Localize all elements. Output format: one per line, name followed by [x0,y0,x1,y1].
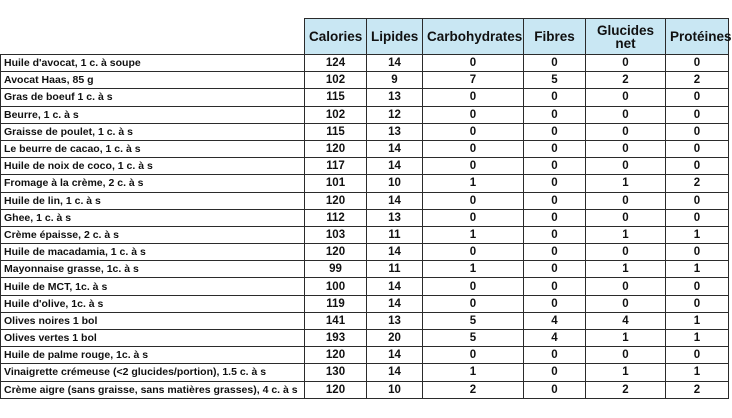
carbohydrates-cell: 1 [423,364,524,381]
fibres-cell: 0 [524,364,586,381]
fibres-cell: 0 [524,192,586,209]
table-row [1,192,729,209]
food-name-cell: Huile de MCT, 1c. à s [1,278,305,295]
food-name-cell: Graisse de poulet, 1 c. à s [1,123,305,140]
fibres-cell: 0 [524,244,586,261]
glucides-net-cell: 0 [586,106,666,123]
lipides-cell: 11 [367,226,423,243]
glucides-net-cell: 2 [586,381,666,398]
fibres-cell: 4 [524,312,586,329]
lipides-cell: 12 [367,106,423,123]
header-lipides: Lipides [367,19,423,55]
proteines-cell: 1 [666,330,729,347]
glucides-net-cell: 0 [586,192,666,209]
proteines-cell: 0 [666,158,729,175]
lipides-cell: 11 [367,261,423,278]
table-row [1,209,729,226]
fibres-cell: 0 [524,261,586,278]
glucides-net-cell: 0 [586,295,666,312]
carbohydrates-cell: 5 [423,330,524,347]
calories-cell: 120 [305,244,367,261]
glucides-net-cell: 1 [586,364,666,381]
glucides-net-cell: 0 [586,89,666,106]
table-row [1,140,729,157]
carbohydrates-cell: 7 [423,72,524,89]
lipides-cell: 20 [367,330,423,347]
table-row [1,106,729,123]
table-row [1,226,729,243]
calories-cell: 130 [305,364,367,381]
proteines-cell: 0 [666,140,729,157]
carbohydrates-cell: 0 [423,106,524,123]
fibres-cell: 5 [524,72,586,89]
glucides-net-cell: 1 [586,330,666,347]
lipides-cell: 10 [367,381,423,398]
proteines-cell: 0 [666,89,729,106]
lipides-cell: 13 [367,312,423,329]
glucides-net-cell: 1 [586,261,666,278]
food-name-cell: Huile d'olive, 1c. à s [1,295,305,312]
food-name-cell: Ghee, 1 c. à s [1,209,305,226]
food-name-cell: Le beurre de cacao, 1 c. à s [1,140,305,157]
calories-cell: 141 [305,312,367,329]
calories-cell: 193 [305,330,367,347]
table-row [1,55,729,72]
fibres-cell: 0 [524,209,586,226]
proteines-cell: 0 [666,278,729,295]
carbohydrates-cell: 1 [423,261,524,278]
lipides-cell: 14 [367,192,423,209]
food-name-cell: Olives vertes 1 bol [1,330,305,347]
table-row [1,158,729,175]
proteines-cell: 0 [666,244,729,261]
lipides-cell: 13 [367,123,423,140]
glucides-net-cell: 0 [586,55,666,72]
carbohydrates-cell: 0 [423,140,524,157]
fibres-cell: 0 [524,158,586,175]
calories-cell: 120 [305,347,367,364]
proteines-cell: 0 [666,123,729,140]
food-name-cell: Crème aigre (sans graisse, sans matières grasses), 4 c. à s [1,381,305,398]
calories-cell: 102 [305,72,367,89]
table-row [1,244,729,261]
table-row [1,347,729,364]
glucides-net-cell: 0 [586,140,666,157]
food-name-cell: Fromage à la crème, 2 c. à s [1,175,305,192]
carbohydrates-cell: 1 [423,226,524,243]
fibres-cell: 0 [524,295,586,312]
calories-cell: 120 [305,140,367,157]
carbohydrates-cell: 2 [423,381,524,398]
lipides-cell: 14 [367,140,423,157]
fibres-cell: 0 [524,89,586,106]
table-row [1,295,729,312]
calories-cell: 103 [305,226,367,243]
food-name-cell: Huile de lin, 1 c. à s [1,192,305,209]
table-row [1,381,729,398]
food-name-cell: Huile d'avocat, 1 c. à soupe [1,55,305,72]
proteines-cell: 1 [666,261,729,278]
lipides-cell: 14 [367,244,423,261]
carbohydrates-cell: 0 [423,192,524,209]
table-row [1,89,729,106]
glucides-net-cell: 0 [586,244,666,261]
fibres-cell: 0 [524,381,586,398]
carbohydrates-cell: 0 [423,123,524,140]
carbohydrates-cell: 0 [423,89,524,106]
glucides-net-cell: 4 [586,312,666,329]
calories-cell: 99 [305,261,367,278]
table-row [1,312,729,329]
table-row [1,330,729,347]
food-name-cell: Crème épaisse, 2 c. à s [1,226,305,243]
lipides-cell: 14 [367,347,423,364]
glucides-net-cell: 1 [586,175,666,192]
lipides-cell: 13 [367,89,423,106]
proteines-cell: 0 [666,295,729,312]
fibres-cell: 0 [524,226,586,243]
carbohydrates-cell: 0 [423,295,524,312]
header-row [1,19,729,55]
carbohydrates-cell: 0 [423,278,524,295]
lipides-cell: 14 [367,364,423,381]
lipides-cell: 14 [367,55,423,72]
proteines-cell: 1 [666,364,729,381]
glucides-net-cell: 2 [586,72,666,89]
table-row [1,278,729,295]
fibres-cell: 0 [524,106,586,123]
table-row [1,364,729,381]
calories-cell: 120 [305,381,367,398]
proteines-cell: 0 [666,347,729,364]
table-row [1,175,729,192]
carbohydrates-cell: 0 [423,347,524,364]
glucides-net-cell: 0 [586,123,666,140]
food-name-cell: Olives noires 1 bol [1,312,305,329]
calories-cell: 120 [305,192,367,209]
proteines-cell: 0 [666,192,729,209]
header-food-blank [1,19,305,55]
calories-cell: 102 [305,106,367,123]
glucides-net-cell: 0 [586,278,666,295]
header-carbohydrates: Carbohydrates [423,19,524,55]
calories-cell: 101 [305,175,367,192]
calories-cell: 124 [305,55,367,72]
calories-cell: 100 [305,278,367,295]
nutrition-table-container [0,18,732,399]
glucides-net-cell: 1 [586,226,666,243]
lipides-cell: 14 [367,278,423,295]
fibres-cell: 0 [524,123,586,140]
lipides-cell: 10 [367,175,423,192]
glucides-net-cell: 0 [586,158,666,175]
calories-cell: 112 [305,209,367,226]
lipides-cell: 9 [367,72,423,89]
carbohydrates-cell: 0 [423,244,524,261]
food-name-cell: Beurre, 1 c. à s [1,106,305,123]
food-name-cell: Mayonnaise grasse, 1c. à s [1,261,305,278]
food-name-cell: Vinaigrette crémeuse (<2 glucides/portion), 1.5 c. à s [1,364,305,381]
lipides-cell: 14 [367,295,423,312]
food-name-cell: Huile de palme rouge, 1c. à s [1,347,305,364]
carbohydrates-cell: 0 [423,55,524,72]
lipides-cell: 13 [367,209,423,226]
fibres-cell: 0 [524,347,586,364]
lipides-cell: 14 [367,158,423,175]
header-proteines: Protéines [666,19,729,55]
table-row [1,72,729,89]
proteines-cell: 2 [666,175,729,192]
calories-cell: 117 [305,158,367,175]
proteines-cell: 1 [666,312,729,329]
food-name-cell: Huile de noix de coco, 1 c. à s [1,158,305,175]
calories-cell: 119 [305,295,367,312]
food-name-cell: Huile de macadamia, 1 c. à s [1,244,305,261]
proteines-cell: 0 [666,55,729,72]
proteines-cell: 0 [666,209,729,226]
header-glucides-net: Glucides net [586,19,666,55]
food-name-cell: Gras de boeuf 1 c. à s [1,89,305,106]
fibres-cell: 0 [524,55,586,72]
proteines-cell: 0 [666,106,729,123]
fibres-cell: 0 [524,278,586,295]
fibres-cell: 0 [524,140,586,157]
carbohydrates-cell: 1 [423,175,524,192]
header-fibres: Fibres [524,19,586,55]
calories-cell: 115 [305,123,367,140]
proteines-cell: 2 [666,381,729,398]
carbohydrates-cell: 5 [423,312,524,329]
table-row [1,123,729,140]
nutrition-table [0,18,732,399]
table-row [1,261,729,278]
fibres-cell: 4 [524,330,586,347]
proteines-cell: 2 [666,72,729,89]
glucides-net-cell: 0 [586,347,666,364]
calories-cell: 115 [305,89,367,106]
fibres-cell: 0 [524,175,586,192]
carbohydrates-cell: 0 [423,209,524,226]
carbohydrates-cell: 0 [423,158,524,175]
glucides-net-cell: 0 [586,209,666,226]
proteines-cell: 1 [666,226,729,243]
food-name-cell: Avocat Haas, 85 g [1,72,305,89]
header-calories: Calories [305,19,367,55]
